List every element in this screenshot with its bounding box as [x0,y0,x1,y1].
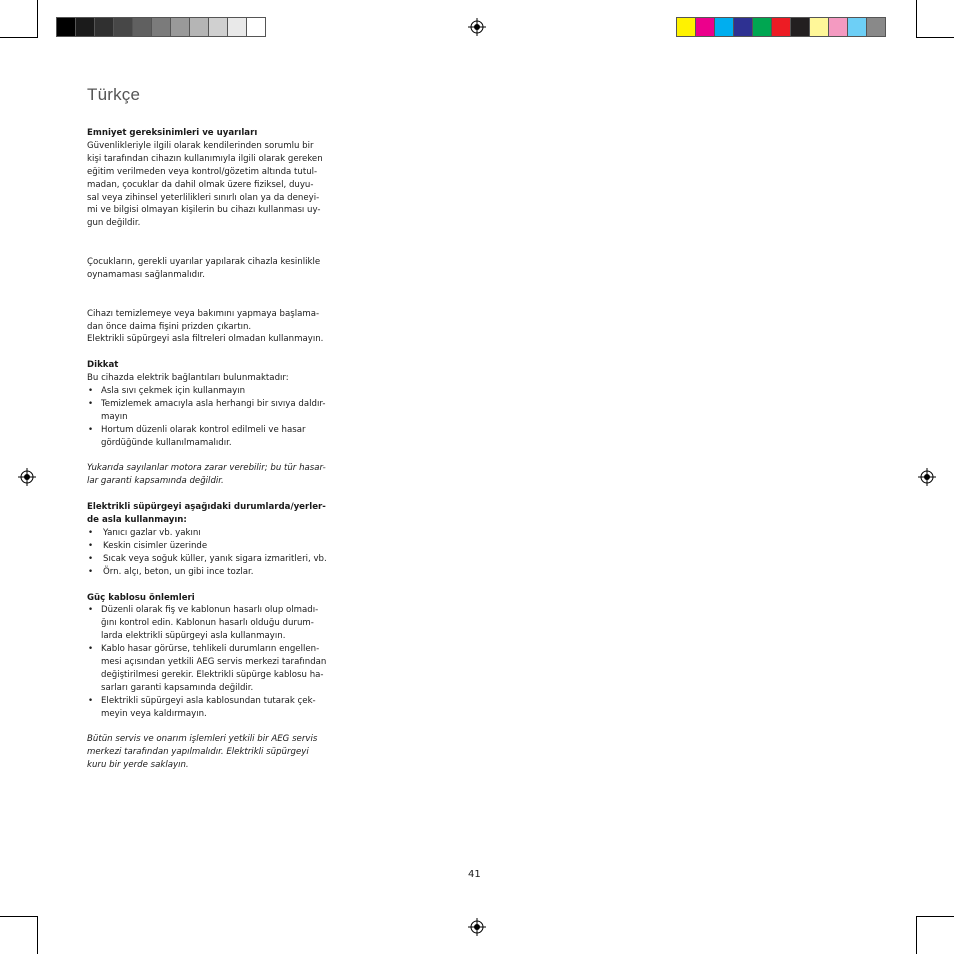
crop-mark [916,37,954,38]
italic-note: Yukarıda sayılanlar motora zarar verebilir; bu tür hasar- [87,463,326,474]
color-swatch [847,17,867,37]
list-item [87,398,339,424]
section-heading: Emniyet gereksinimleri ve uyarıları [87,128,258,138]
section-intro: Bu cihazda elektrik bağlantıları bulunmaktadır: [87,373,289,384]
section-heading: Dikkat [87,360,119,371]
text-line: Çocukların, gerekli uyarılar yapılarak cihazla kesinlikle [87,257,321,268]
list-item [87,527,339,540]
color-swatch [676,17,696,37]
bullet-icon: • [88,527,94,538]
list-item [87,540,339,553]
list-item [87,385,339,398]
text-line: meyin veya kaldırmayın. [101,708,207,719]
bullet-icon: • [88,644,94,655]
text-line: kişi tarafından cihazın kullanımıyla ilgili olarak gereken [87,153,323,164]
italic-note: merkezi tarafından yapılmalıdır. Elektrikli süpürgeyi [87,747,309,758]
crop-mark [0,916,38,917]
text-line: Asla sıvı çekmek için kullanmayın [101,386,246,397]
list-item [87,553,339,566]
text-line: gördüğünde kullanılmamalıdır. [101,437,232,448]
text-line: Elektrikli süpürgeyi asla filtreleri olmadan kullanmayın. [87,334,324,345]
text-line: Yanıcı gazlar vb. yakını [103,527,201,538]
text-line: Keskin cisimler üzerinde [103,540,208,551]
section-heading: Elektrikli süpürgeyi aşağıdaki durumlarda/yerler- [87,502,326,513]
text-line: mayın [101,411,128,422]
color-swatch [790,17,810,37]
italic-note: kuru bir yerde saklayın. [87,760,189,771]
grayscale-color-bar [56,17,265,37]
text-line: Temizlemek amacıyla asla herhangi bir sıvıya daldır- [101,398,326,409]
crop-mark [37,916,38,954]
text-line: Örn. alçı, beton, un gibi ince tozlar. [103,566,254,577]
bullet-icon: • [88,566,94,577]
list-item [87,566,339,579]
registration-mark-icon [468,18,486,36]
process-color-bar [676,17,885,37]
crop-mark [37,0,38,38]
bullet-icon: • [88,540,94,551]
crop-mark [916,916,917,954]
italic-note: Bütün servis ve onarım işlemleri yetkili bir AEG servis [87,734,318,745]
text-line: madan, çocuklar da dahil olmak üzere fiziksel, duyu- [87,179,314,190]
text-line: Güvenlikleriyle ilgili olarak kendilerinden sorumlu bir [87,140,314,151]
registration-mark-icon [918,468,936,486]
text-line: Cihazı temizlemeye veya bakımını yapmaya başlama- [87,308,320,319]
crop-mark [916,0,917,38]
bullet-icon: • [88,386,94,397]
color-swatch [56,17,76,37]
bullet-icon: • [88,605,94,616]
main-text-column [87,127,339,772]
registration-mark-icon [468,918,486,936]
italic-note: lar garanti kapsamında değildir. [87,476,224,487]
text-line: ğını kontrol edin. Kablonun hasarlı olduğu durum- [101,618,314,629]
section-heading: de asla kullanmayın: [87,515,187,526]
color-swatch [113,17,133,37]
color-swatch [771,17,791,37]
color-swatch [733,17,753,37]
list-item [87,695,339,721]
color-swatch [695,17,715,37]
color-swatch [866,17,886,37]
bullet-icon: • [88,695,94,706]
bullet-icon: • [88,553,94,564]
color-swatch [151,17,171,37]
section-heading: Güç kablosu önlemleri [87,592,195,603]
text-line: Sıcak veya soğuk küller, yanık sigara izmaritleri, vb. [103,553,327,564]
color-swatch [809,17,829,37]
crop-mark [916,916,954,917]
color-swatch [208,17,228,37]
list-item [87,643,339,695]
text-line: Düzenli olarak fiş ve kablonun hasarlı olup olmadı- [101,605,319,616]
text-line: dan önce daima fişini prizden çıkartın. [87,321,252,332]
text-line: Elektrikli süpürgeyi asla kablosundan tutarak çek- [101,695,316,706]
bullet-icon: • [88,398,94,409]
text-line: eğitim verilmeden veya kontrol/gözetim altında tutul- [87,166,318,177]
color-swatch [227,17,247,37]
color-swatch [189,17,209,37]
bullet-icon: • [88,424,94,435]
page-number: 41 [468,869,481,880]
text-line: değiştirilmesi gerekir. Elektrikli süpürge kablosu ha- [101,669,324,680]
text-line: sarları garanti kapsamında değildir. [101,682,254,693]
color-swatch [94,17,114,37]
text-line: sal veya zihinsel yeterlilikleri sınırlı olan ya da deneyi- [87,192,320,203]
text-line: mi ve bilgisi olmayan kişilerin bu cihazı kullanması uy- [87,205,321,216]
color-swatch [170,17,190,37]
text-line: Kablo hasar görürse, tehlikeli durumların engellen- [101,644,320,655]
color-swatch [714,17,734,37]
text-line: gun değildir. [87,218,141,229]
color-swatch [246,17,266,37]
color-swatch [132,17,152,37]
list-item [87,604,339,643]
text-line: oynamaması sağlanmalıdır. [87,269,205,280]
crop-mark [0,37,38,38]
color-swatch [828,17,848,37]
text-line: larda elektrikli süpürgeyi asla kullanmayın. [101,631,286,642]
registration-mark-icon [18,468,36,486]
page-title: Türkçe [87,85,141,104]
color-swatch [75,17,95,37]
text-line: mesi açısından yetkili AEG servis merkezi tarafından [101,657,327,668]
list-item [87,424,339,450]
text-line: Hortum düzenli olarak kontrol edilmeli ve hasar [101,424,306,435]
color-swatch [752,17,772,37]
